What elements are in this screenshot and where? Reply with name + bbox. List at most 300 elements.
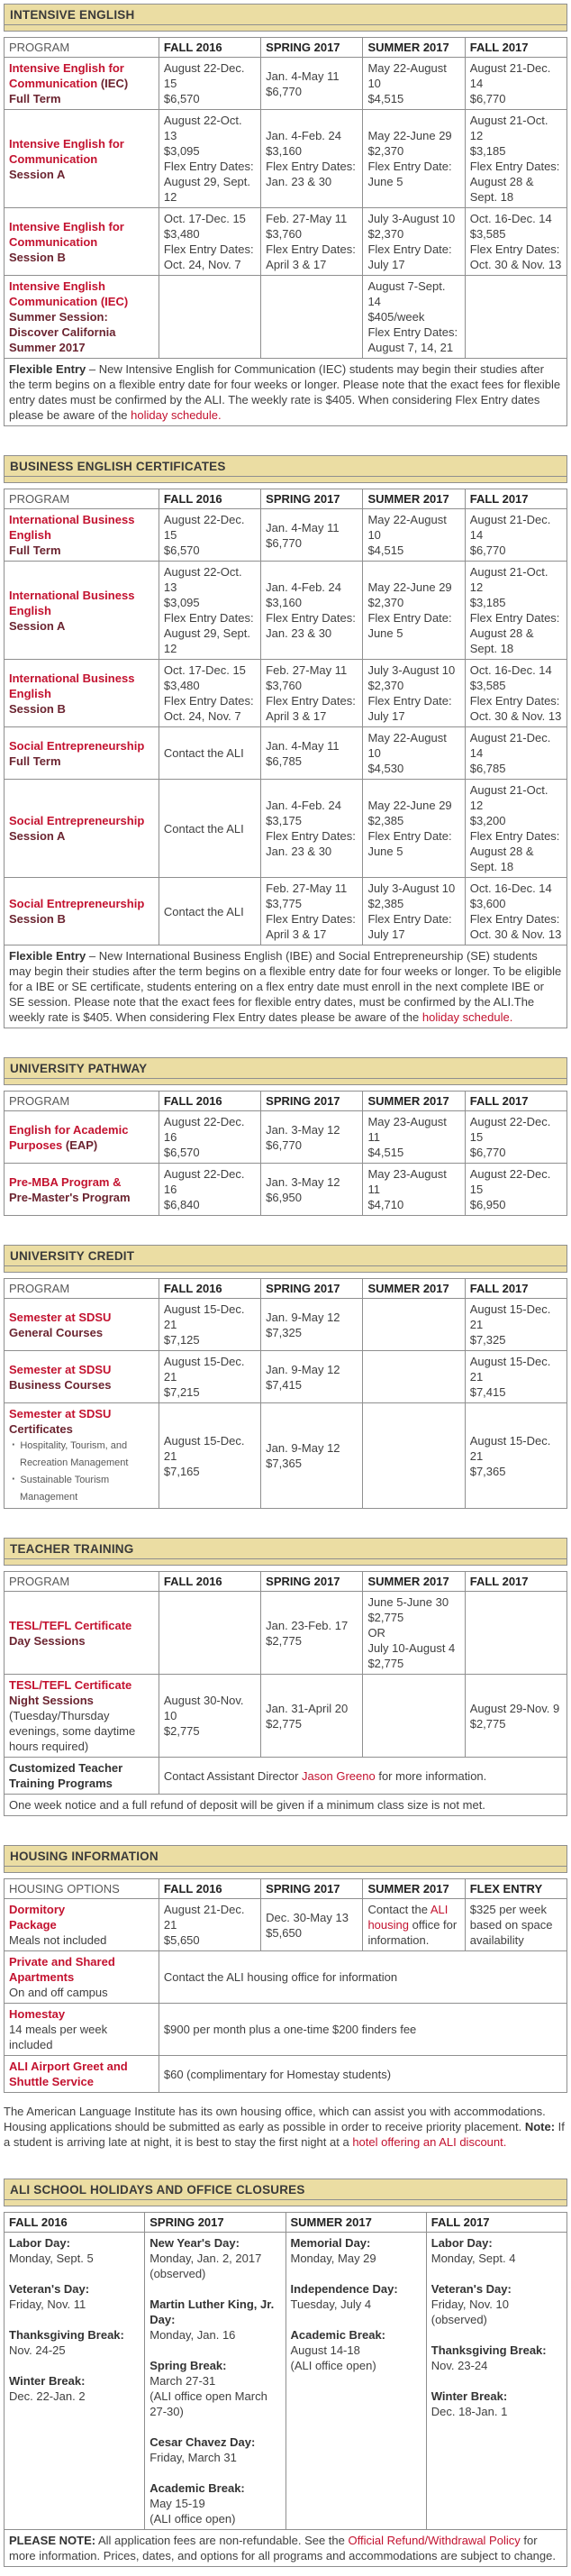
- program-cell: [5, 1675, 159, 1758]
- cell-text: [9, 309, 154, 355]
- cell-text: $2,775: [367, 1657, 404, 1670]
- cell-text: Oct. 30 & Nov. 13: [469, 709, 562, 723]
- table-row: [5, 2004, 567, 2056]
- cell-text: Feb. 27-May 11: [266, 212, 348, 225]
- cell-text: Flex Entry Dates:: [266, 829, 356, 843]
- cell-text: [164, 2067, 562, 2082]
- column-header: FALL 2017: [465, 1092, 566, 1111]
- cell-text: $4,515: [367, 1146, 404, 1159]
- teacher-training-table: [4, 1571, 567, 1816]
- schedule-cell: [159, 780, 260, 878]
- table-row: [5, 878, 567, 945]
- cell-text: $3,480: [163, 227, 200, 241]
- holiday-name: Labor Day:: [431, 2236, 493, 2250]
- cell-text: Jan. 3-May 12: [266, 1174, 340, 1189]
- cell-text: $6,840: [163, 1198, 200, 1211]
- cell-text: August 22-Dec. 15: [469, 1167, 551, 1196]
- cell-text: $3,175: [266, 814, 302, 827]
- cell-text: [9, 250, 154, 265]
- holiday-date: Monday, Sept. 4: [431, 2252, 516, 2265]
- program-link[interactable]: Homestay: [9, 2007, 66, 2021]
- schedule-cell: [261, 878, 363, 945]
- schedule-cell: [261, 1351, 363, 1403]
- cell-text: $3,185: [469, 144, 506, 158]
- schedule-cell: [363, 1299, 465, 1351]
- table-row: [5, 2233, 567, 2530]
- cell-text: July 17: [367, 927, 405, 941]
- program-link[interactable]: Intensive English for Communication: [9, 136, 124, 166]
- schedule-cell: [465, 780, 566, 878]
- cell-text: [9, 1677, 154, 1693]
- program-cell: [5, 2056, 159, 2093]
- cell-text: August 22-Oct. 13: [163, 565, 242, 594]
- program-cell: [5, 1299, 159, 1351]
- cell-text: [164, 1768, 562, 1784]
- program-link[interactable]: Semester at SDSU: [9, 1362, 112, 1376]
- cell-text: May 22-August 10: [367, 61, 447, 90]
- cell-text: May 22-June 29: [367, 799, 452, 812]
- cell-text: [9, 167, 154, 182]
- section-header: [4, 1845, 567, 1873]
- cell-text: May 22-August 10: [367, 731, 447, 760]
- holiday-date: Friday, Nov. 11: [9, 2297, 86, 2311]
- column-header: SUMMER 2017: [363, 1092, 465, 1111]
- program-link[interactable]: Intensive English for Communication: [9, 219, 124, 249]
- holiday-entry: [150, 2480, 280, 2526]
- cell-text: $6,770: [266, 535, 302, 550]
- program-link[interactable]: Semester at SDSU: [9, 1310, 112, 1324]
- schedule-cell: [363, 276, 465, 359]
- cell-text: Flex Entry Date:: [367, 829, 452, 843]
- schedule-cell: [363, 58, 465, 110]
- section-header-strip: [5, 477, 566, 482]
- column-header: FALL 2016: [159, 38, 260, 58]
- schedule-cell: [363, 1899, 465, 1951]
- program-link[interactable]: ALI Airport Greet and Shuttle Service: [9, 2060, 128, 2088]
- schedule-cell: [465, 1111, 566, 1164]
- holiday-entry: [150, 2297, 280, 2343]
- section-header: [4, 1245, 567, 1273]
- cell-text: Flex Entry Dates:: [163, 694, 254, 708]
- schedule-cell: [261, 110, 363, 208]
- schedule-cell: [363, 727, 465, 780]
- program-cell: [5, 208, 159, 276]
- text-span: Full Term: [9, 544, 61, 557]
- program-link[interactable]: English for Academic Purposes: [9, 1122, 129, 1152]
- text-span: Contact the ALI housing office for information: [163, 1970, 398, 1984]
- text-span: $60 (complimentary for Homestay students): [163, 2067, 392, 2081]
- cell-text: [9, 738, 154, 754]
- program-link[interactable]: Intensive English for Communication: [9, 61, 124, 90]
- text-span: Certificates: [9, 1422, 73, 1436]
- schedule-cell: [159, 878, 260, 945]
- section-header-strip: [5, 1079, 566, 1084]
- text-span: General Courses: [9, 1325, 104, 1339]
- holiday-entry: [431, 2235, 562, 2266]
- schedule-cell: [159, 2056, 566, 2093]
- text-span: PLEASE NOTE:: [9, 2534, 96, 2547]
- table-row: [5, 1351, 567, 1403]
- cell-text: Jan. 31-April 20: [266, 1701, 349, 1715]
- link-holiday-schedule[interactable]: holiday schedule.: [131, 408, 222, 422]
- text-span: Note:: [524, 2120, 556, 2133]
- cell-text: July 3-August 10: [367, 663, 456, 677]
- university-pathway-table: [4, 1091, 567, 1216]
- cell-text: Flex Entry Dates:: [469, 242, 560, 256]
- section-title: UNIVERSITY PATHWAY: [5, 1058, 566, 1079]
- header-row: [5, 2213, 567, 2233]
- cell-text: Flex Entry Dates:: [266, 242, 356, 256]
- program-link[interactable]: Private and Shared Apartments: [9, 1955, 115, 1984]
- cell-text: April 3 & 17: [266, 927, 327, 941]
- holiday-entry: [150, 2358, 280, 2419]
- program-link[interactable]: TESL/TEFL Certificate: [9, 1678, 132, 1692]
- cell-text: $2,370: [367, 596, 404, 609]
- schedule-cell: [363, 110, 465, 208]
- column-header: SUMMER 2017: [286, 2213, 426, 2233]
- cell-text: Oct. 24, Nov. 7: [163, 709, 241, 723]
- holidays-table: [4, 2212, 567, 2567]
- holiday-date: (ALI office open): [150, 2512, 236, 2526]
- cell-text: [9, 1437, 154, 1471]
- column-header: FALL 2016: [159, 489, 260, 509]
- cell-text: Jan. 9-May 12: [266, 1310, 340, 1324]
- column-header: SUMMER 2017: [363, 38, 465, 58]
- holiday-date: (ALI office open): [290, 2359, 376, 2372]
- program-cell: [5, 1164, 159, 1216]
- schedule-cell: [465, 1675, 566, 1758]
- schedule-cell: [159, 509, 260, 562]
- text-span: Flexible Entry: [9, 362, 86, 376]
- program-link[interactable]: Semester at SDSU: [9, 1407, 112, 1420]
- cell-text: $3,200: [469, 814, 506, 827]
- holiday-date: Dec. 22-Jan. 2: [9, 2389, 86, 2403]
- cell-text: $3,160: [266, 144, 302, 158]
- text-span: If a student is arriving late at night, it is best to stay the first night at a: [4, 2120, 565, 2149]
- cell-text: $3,775: [266, 897, 302, 910]
- table-row: [5, 509, 567, 562]
- cell-text: [9, 1190, 154, 1205]
- cell-text: $3,760: [266, 227, 302, 241]
- text-span: The American Language Institute has its own housing office, which can assist you with accommodations. Housing applications should be submitted as early as possible in order to receive priority placement.: [4, 2105, 546, 2133]
- holiday-name: Labor Day:: [9, 2236, 70, 2250]
- link-hotel-offering-an-ali-discount[interactable]: hotel offering an ALI discount.: [352, 2135, 507, 2149]
- cell-text: [9, 754, 154, 769]
- cell-text: July 17: [367, 709, 405, 723]
- program-link[interactable]: TESL/TEFL Certificate: [9, 1618, 132, 1632]
- schedule-cell: [159, 727, 260, 780]
- table-row: [5, 660, 567, 727]
- schedule-cell: [363, 562, 465, 660]
- schedule-cell: [261, 208, 363, 276]
- cell-text: [9, 219, 154, 250]
- cell-text: $7,215: [163, 1385, 200, 1399]
- program-cell: [5, 509, 159, 562]
- section-header: [4, 1057, 567, 1085]
- cell-text: [9, 1760, 154, 1791]
- holiday-entry: [291, 2235, 421, 2266]
- cell-text: July 3-August 10: [367, 212, 456, 225]
- cell-text: August 21-Dec. 14: [469, 513, 551, 542]
- note-cell: [5, 945, 567, 1028]
- cell-text: August 29-Nov. 9: [469, 1701, 560, 1715]
- cell-text: [164, 1969, 562, 1985]
- cell-text: $4,530: [367, 762, 404, 775]
- text-span: office for information.: [367, 1918, 458, 1947]
- program-link[interactable]: Pre-MBA Program &: [9, 1174, 122, 1189]
- column-header: FALL 2017: [465, 1572, 566, 1592]
- cell-text: Oct. 24, Nov. 7: [163, 258, 241, 271]
- holiday-name: Independence Day:: [290, 2282, 398, 2296]
- note-cell: [5, 359, 567, 426]
- cell-text: July 10-August 4: [367, 1641, 456, 1655]
- program-cell: [5, 1403, 159, 1509]
- cell-text: May 23-August 11: [367, 1115, 447, 1144]
- text-span: Session B: [9, 250, 66, 264]
- cell-text: August 22-Dec. 16: [163, 1115, 245, 1144]
- cell-text: Jan. 23 & 30: [266, 175, 332, 188]
- cell-text: April 3 & 17: [266, 709, 327, 723]
- section-intensive-english: [4, 4, 567, 426]
- section-holidays: [4, 2179, 567, 2567]
- holiday-cell: [145, 2233, 286, 2530]
- schedule-cell: [159, 1351, 260, 1403]
- holiday-cell: [426, 2233, 566, 2530]
- cell-text: [9, 813, 154, 828]
- cell-text: [9, 1325, 154, 1340]
- text-span: Session A: [9, 167, 66, 181]
- cell-text: May 22-June 29: [367, 580, 452, 594]
- column-header: FALL 2017: [465, 38, 566, 58]
- table-row: [5, 2056, 567, 2093]
- section-title: UNIVERSITY CREDIT: [5, 1246, 566, 1266]
- cell-text: August 21-Oct. 12: [469, 114, 548, 142]
- cell-text: [9, 279, 154, 309]
- schedule-cell: [465, 1899, 566, 1951]
- section-header-strip: [5, 1266, 566, 1272]
- cell-text: Dec. 30-May 13: [266, 1910, 349, 1924]
- fee-schedule-document: [4, 4, 567, 2567]
- cell-text: Contact the ALI: [163, 904, 244, 918]
- cell-text: June 5: [367, 845, 403, 858]
- schedule-cell: [159, 1899, 260, 1951]
- schedule-cell: [159, 1111, 260, 1164]
- cell-text: August 28 & Sept. 18: [469, 175, 534, 204]
- holiday-entry: [431, 2281, 562, 2327]
- cell-text: August 15-Dec. 21: [469, 1355, 551, 1384]
- schedule-cell: [363, 1675, 465, 1758]
- schedule-cell: [261, 1111, 363, 1164]
- program-cell: [5, 1951, 159, 2004]
- column-header: FALL 2016: [159, 1879, 260, 1899]
- link-ali-housing[interactable]: ALI housing: [367, 1903, 449, 1932]
- text-span: Contact the: [367, 1903, 431, 1916]
- program-cell: [5, 878, 159, 945]
- schedule-cell: [261, 780, 363, 878]
- cell-text: Flex Entry Dates:: [163, 611, 254, 625]
- column-header: SPRING 2017: [261, 1092, 363, 1111]
- cell-text: $6,770: [266, 84, 302, 98]
- cell-text: $7,365: [266, 1457, 302, 1470]
- program-link[interactable]: Dormitory: [9, 1903, 66, 1916]
- cell-text: [9, 2006, 154, 2022]
- cell-text: August 29, Sept. 12: [163, 175, 250, 204]
- program-cell: [5, 727, 159, 780]
- cell-text: April 3 & 17: [266, 258, 327, 271]
- column-header: PROGRAM: [5, 1572, 159, 1592]
- cell-text: Feb. 27-May 11: [266, 882, 348, 895]
- cell-text: $5,650: [163, 1933, 200, 1947]
- text-span: (IEC): [97, 77, 129, 90]
- cell-text: [9, 2059, 154, 2089]
- schedule-cell: [159, 1592, 260, 1675]
- table-row: [5, 359, 567, 426]
- cell-text: $405/week: [367, 310, 425, 324]
- table-row: [5, 945, 567, 1028]
- program-cell: [5, 1111, 159, 1164]
- cell-text: [9, 60, 154, 91]
- schedule-cell: [465, 208, 566, 276]
- program-link[interactable]: Social Entrepreneurship: [9, 738, 145, 753]
- cell-text: $7,165: [163, 1464, 200, 1478]
- section-university-pathway: [4, 1057, 567, 1216]
- schedule-cell: [465, 1164, 566, 1216]
- program-link[interactable]: International Business English: [9, 588, 135, 617]
- holiday-entry: [291, 2281, 421, 2312]
- cell-text: [9, 512, 154, 543]
- cell-text: Flex Entry Dates:: [469, 611, 560, 625]
- note-row: [5, 2530, 567, 2567]
- cell-text: August 21-Oct. 12: [469, 783, 548, 812]
- cell-text: Flex Entry Dates:: [469, 694, 560, 708]
- section-title: ALI SCHOOL HOLIDAYS AND OFFICE CLOSURES: [5, 2179, 566, 2200]
- column-header: SUMMER 2017: [363, 1879, 465, 1899]
- cell-text: $4,515: [367, 544, 404, 557]
- section-header-strip: [5, 2200, 566, 2206]
- cell-text: May 22-August 10: [367, 513, 447, 542]
- holiday-name: Veteran's Day:: [9, 2282, 90, 2296]
- cell-text: [9, 896, 154, 911]
- column-header: SUMMER 2017: [363, 1572, 465, 1592]
- text-span: for more information. Prices, dates, and options for all programs and accommodations are subject to change.: [9, 2534, 556, 2562]
- column-header: FALL 2017: [465, 489, 566, 509]
- text-span: Session B: [9, 912, 66, 926]
- cell-text: [367, 1902, 459, 1948]
- cell-text: $7,415: [266, 1377, 302, 1392]
- holiday-date: (ALI office open March 27-30): [150, 2389, 267, 2418]
- header-row: [5, 1879, 567, 1899]
- cell-text: [9, 1932, 154, 1948]
- table-row: [5, 1795, 567, 1816]
- program-cell: [5, 1899, 159, 1951]
- cell-text: Flex Entry Dates:: [469, 829, 560, 843]
- section-header-strip: [5, 25, 566, 31]
- table-row: [5, 1299, 567, 1351]
- holiday-date: Friday, March 31: [150, 2451, 237, 2464]
- cell-text: $6,570: [163, 92, 200, 105]
- cell-text: [9, 91, 154, 106]
- section-title: BUSINESS ENGLISH CERTIFICATES: [5, 456, 566, 477]
- holiday-entry: [431, 2343, 562, 2373]
- program-link[interactable]: Intensive English Communication (IEC): [9, 279, 129, 308]
- cell-text: Flex Entry Dates:: [163, 242, 254, 256]
- holiday-name: Memorial Day:: [290, 2236, 371, 2250]
- schedule-cell: [159, 58, 260, 110]
- cell-text: Contact the ALI: [163, 746, 244, 760]
- link-official-refund-withdrawal-policy[interactable]: Official Refund/Withdrawal Policy: [348, 2534, 521, 2547]
- column-header: FLEX ENTRY: [465, 1879, 566, 1899]
- link-holiday-schedule[interactable]: holiday schedule.: [421, 1010, 513, 1024]
- column-header: FALL 2017: [426, 2213, 566, 2233]
- program-link[interactable]: Package: [9, 1918, 57, 1932]
- cell-text: $2,385: [367, 897, 404, 910]
- cell-text: $6,770: [266, 1137, 302, 1152]
- cell-text: [9, 1406, 154, 1421]
- cell-text: Jan. 4-Feb. 24: [266, 129, 341, 142]
- text-span: 14 meals per week included: [9, 2023, 108, 2051]
- program-link[interactable]: Social Entrepreneurship: [9, 897, 145, 910]
- cell-text: [9, 1954, 154, 1985]
- text-span: Summer Session: Discover California Summer 2017: [9, 310, 116, 354]
- column-header: SPRING 2017: [261, 489, 363, 509]
- cell-text: [9, 911, 154, 927]
- text-span: Contact Assistant Director: [163, 1768, 303, 1783]
- cell-text: $325 per week based on space availability: [469, 1903, 553, 1947]
- schedule-cell: [159, 1299, 260, 1351]
- cell-text: $6,785: [266, 754, 302, 768]
- cell-text: August 28 & Sept. 18: [469, 626, 534, 655]
- cell-text: [9, 2022, 154, 2052]
- housing-note-paragraph: [4, 2104, 567, 2150]
- text-span: (Tuesday/Thursday evenings, some daytime hours required): [9, 1709, 136, 1753]
- text-span: One week notice and a full refund of deposit will be given if a minimum class size is not met.: [9, 1798, 485, 1812]
- cell-text: [9, 1902, 154, 1917]
- text-span: Flexible Entry: [9, 949, 86, 963]
- schedule-cell: [465, 1403, 566, 1509]
- cell-text: [9, 618, 154, 634]
- program-link[interactable]: International Business English: [9, 671, 135, 700]
- holiday-cell: [5, 2233, 145, 2530]
- cell-text: Oct. 30 & Nov. 13: [469, 258, 562, 271]
- program-link[interactable]: International Business English: [9, 513, 135, 542]
- cell-text: Jan. 4-May 11: [266, 738, 340, 753]
- cell-text: August 22-Dec. 15: [163, 61, 245, 90]
- cell-text: $2,370: [367, 144, 404, 158]
- column-header: FALL 2016: [159, 1572, 260, 1592]
- header-row: [5, 1279, 567, 1299]
- cell-text: $6,770: [469, 1146, 506, 1159]
- schedule-cell: [261, 1899, 363, 1951]
- cell-text: [164, 2022, 562, 2037]
- cell-text: [9, 1122, 154, 1153]
- cell-text: Flex Entry Date:: [367, 912, 452, 926]
- text-span: Business Courses: [9, 1377, 112, 1392]
- text-span: Full Term: [9, 92, 61, 105]
- cell-text: August 21-Dec. 14: [469, 731, 551, 760]
- column-header: PROGRAM: [5, 1279, 159, 1299]
- schedule-cell: [465, 110, 566, 208]
- cell-text: Flex Entry Dates:: [367, 325, 458, 339]
- column-header: FALL 2016: [159, 1279, 260, 1299]
- table-row: [5, 1592, 567, 1675]
- link-jason-greeno[interactable]: Jason Greeno: [302, 1768, 376, 1783]
- holiday-entry: [431, 2389, 562, 2419]
- cell-text: $2,370: [367, 679, 404, 692]
- program-cell: [5, 1351, 159, 1403]
- cell-text: [9, 1310, 154, 1325]
- schedule-cell: [465, 1299, 566, 1351]
- program-link[interactable]: Social Entrepreneurship: [9, 814, 145, 827]
